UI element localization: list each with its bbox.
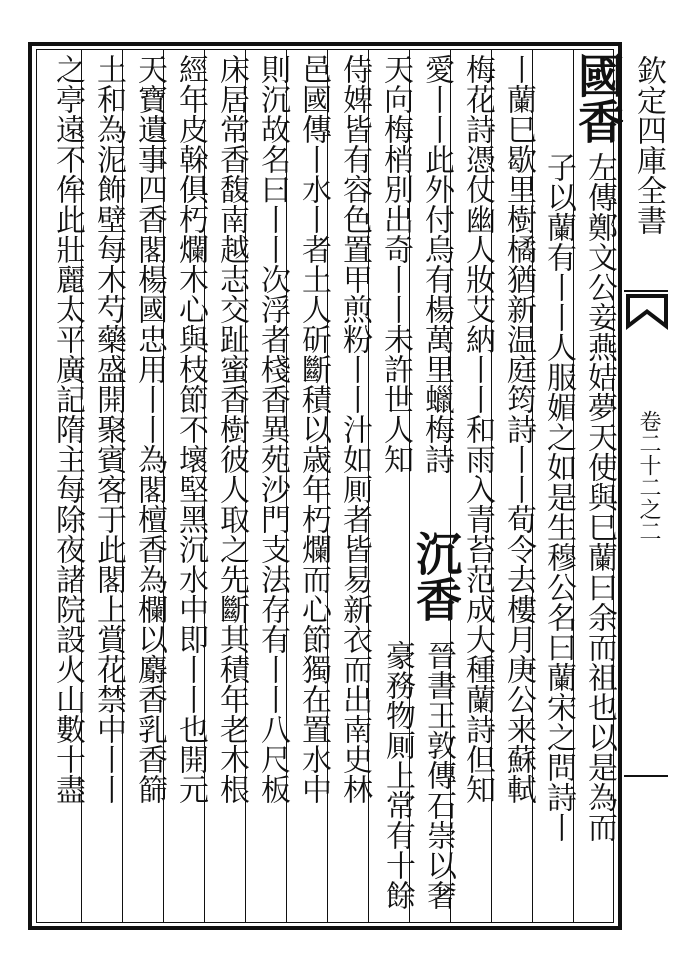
text-column: 天寶遺事四香閣楊國忠用丨丨為閣檀香為欄以麝香乳香篩 xyxy=(132,54,167,804)
text-column: 梅花詩憑仗幽人妝艾納丨丨和雨入青苔范成大種蘭詩但知 xyxy=(460,54,495,804)
margin-divider xyxy=(624,775,668,777)
entry-heading-guoxiang: 國香 xyxy=(571,52,625,144)
text-column: 經年皮榦俱朽爛木心與枝節不壞堅黑沉水中即丨丨也開元 xyxy=(173,54,208,804)
text-column: 左傳鄭文公妾燕姞夢天使與巳蘭曰余而祖也以是為而 xyxy=(582,152,617,842)
text-column: 則沉故名曰丨丨次浮者棧香異苑沙門支法存有丨丨八尺板 xyxy=(255,54,290,804)
text-column: 邑國傳丨水丨者土人斫斷積以歳年朽爛而心節獨在置水中 xyxy=(296,54,331,804)
volume-label: 卷二十二之二 xyxy=(636,410,661,542)
fish-tail-ornament xyxy=(626,292,668,332)
text-column: 豪務物厠上常有十餘 xyxy=(380,640,415,910)
book-title: 欽定四庫全書 xyxy=(631,55,666,235)
text-column: 天向梅梢別出奇丨丨未許世人知 xyxy=(378,54,413,474)
entry-heading-chenxiang: 沉香 xyxy=(409,530,463,622)
text-column: 之亭遠不侔此壯麗太平廣記隋主每除夜諸院設火山數十盡 xyxy=(50,54,85,804)
text-column: 子以蘭有丨丨人服媚之如是生穆公名曰蘭宋之問詩丨 xyxy=(541,152,576,842)
text-column: 丨蘭巳歇里樹橘猶新温庭筠詩丨丨荀令去樓月庚公来蘇軾 xyxy=(501,54,536,804)
text-column: 床居常香馥南越志交趾蜜香樹彼人取之先斷其積年老木根 xyxy=(214,54,249,804)
text-column: 侍婢皆有容色置甲煎粉丨丨汁如厠者皆易新衣而出南史林 xyxy=(337,54,372,804)
text-column: 愛丨丨此外付烏有楊萬里蠟梅詩 xyxy=(419,54,454,474)
text-column: 晉書王敦傳石崇以奢 xyxy=(421,640,456,910)
text-column: 土和為泥飾壁每木芍藥盛開聚賓客于此閣上賞花禁中丨丨 xyxy=(91,54,126,804)
